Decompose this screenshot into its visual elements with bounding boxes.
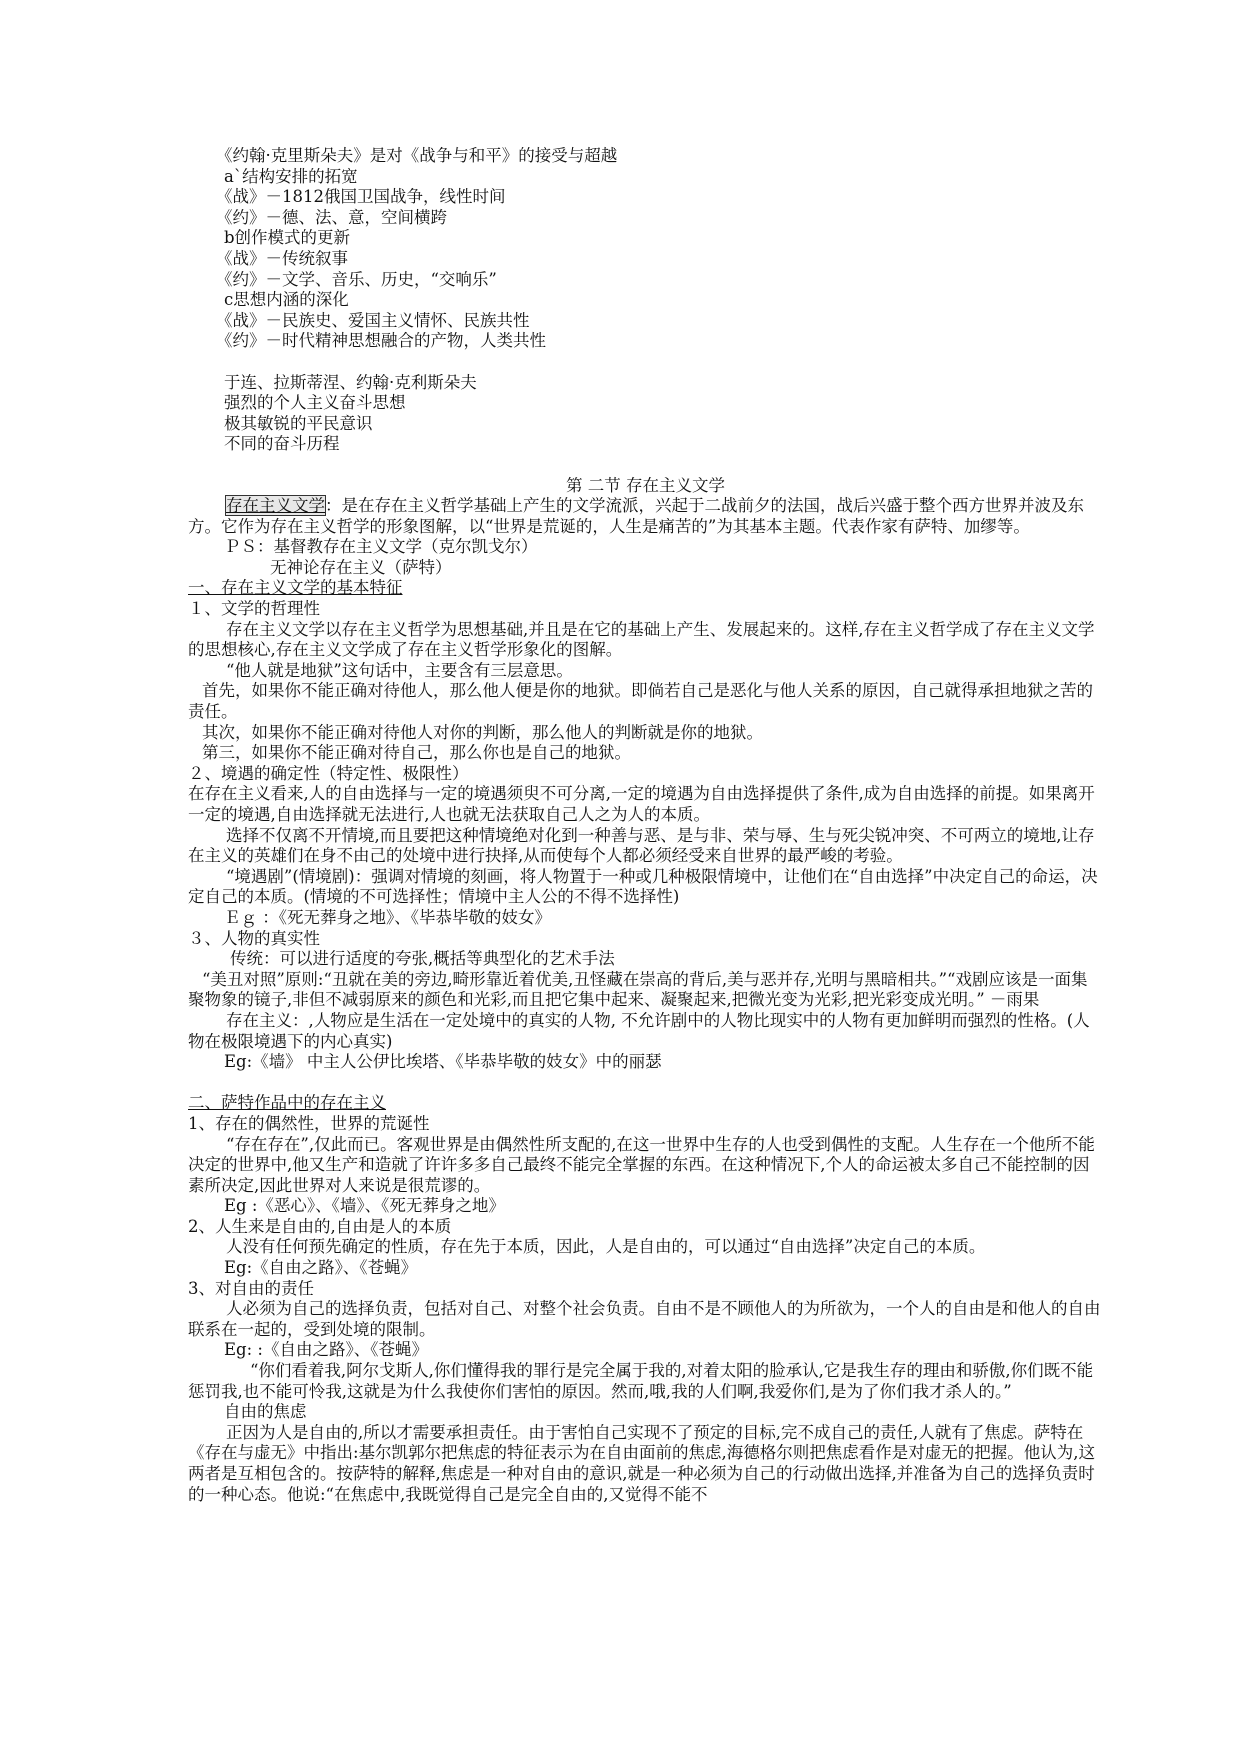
text-line: 《约》－德、法、意，空间横跨 [216,207,447,227]
definition-text: ：是在存在主义哲学基础上产生的文学流派，兴起于二战前夕的法国，战后兴盛于整个西方世界并波及东方。它作为存在主义哲学的形象图解，以“世界是荒诞的，人生是痛苦的”为其基本主题。代表作家有萨特、加缪等。 [188,496,1084,536]
example-line: Eg:《自由之路》、《苍蝇》 [224,1258,418,1278]
top-block [188,146,1103,352]
text-line: 极其敏锐的平民意识 [224,413,373,433]
definition-paragraph [188,496,1103,537]
subheading: 1、存在的偶然性，世界的荒诞性 [188,1113,430,1133]
text-line: 《战》－1812俄国卫国战争，线性时间 [216,187,506,207]
text-line: 《战》－民族史、爱国主义情怀、民族共性 [216,310,530,330]
subheading: １、文学的哲理性 [188,599,320,619]
subheading: ２、境遇的确定性（特定性、极限性） [188,763,469,783]
text-line: 《约》－文学、音乐、历史，“交响乐” [216,269,497,289]
text-column [188,146,1103,1505]
paragraph: “境遇剧”(情境剧)：强调对情境的刻画，将人物置于一种或几种极限情境中，让他们在“自由选择”中决定自己的命运，决定自己的本质。(情境的不可选择性；情境中主人公的不得不选择性) [188,866,1098,907]
example-line: Eg :《恶心》、《墙》、《死无葬身之地》 [224,1196,505,1216]
subheading: 2、人生来是自由的,自由是人的本质 [188,1216,452,1236]
example-line: Ｅｇ ：《死无葬身之地》、《毕恭毕敬的妓女》 [224,907,551,927]
paragraph: 存在主义文学以存在主义哲学为思想基础,并且是在它的基础上产生、发展起来的。这样,存在主义哲学成了存在主义文学的思想核心,存在主义文学成了存在主义哲学形象化的图解。 [188,619,1095,660]
example-line: Eg: :《自由之路》、《苍蝇》 [224,1340,428,1360]
subheading: 自由的焦虑 [224,1402,307,1422]
text-line: 《约翰·克里斯朵夫》是对《战争与和平》的接受与超越 [216,146,618,165]
text-line: c思想内涵的深化 [224,290,349,310]
paragraph: “美丑对照”原则:“丑就在美的旁边,畸形靠近着优美,丑怪藏在崇高的背后,美与恶并存,光明与黑暗相共。”“戏剧应该是一面集聚物象的镜子,非但不减弱原来的颜色和光彩,而且把它集中起来、凝聚起来,把微光变为光彩,把光彩变成光明。” －雨果 [188,969,1088,1010]
text-line: 不同的奋斗历程 [224,434,340,454]
paragraph: “他人就是地狱”这句话中，主要含有三层意思。 [226,660,573,680]
paragraph: 传统：可以进行适度的夸张,概括等典型化的艺术手法 [230,949,615,969]
text-line: 强烈的个人主义奋斗思想 [224,393,406,413]
definition-term: 存在主义文学 [226,496,325,516]
quote-paragraph: “你们看着我,阿尔戈斯人,你们懂得我的罪行是完全属于我的,对着太阳的脸承认,它是我生存的理由和骄傲,你们既不能惩罚我,也不能可怜我,这就是为什么我使你们害怕的原因。然而,哦,我的人们啊,我爱你们,是为了你们我才杀人的。” [188,1361,1094,1401]
ps-line: 无神论存在主义（萨特） [270,557,452,577]
paragraph: 其次，如果你不能正确对待他人对你的判断，那么他人的判断就是你的地狱。 [202,722,763,742]
paragraph: 存在主义：,人物应是生活在一定处境中的真实的人物, 不允许剧中的人物比现实中的人物有更加鲜明而强烈的性格。(人物在极限境遇下的内心真实) [188,1010,1090,1051]
text-line: 《战》－传统叙事 [216,248,348,268]
section-title: 第 二节 存在主义文学 [566,475,725,495]
blank-line [188,352,1103,373]
text-line: a`结构安排的拓宽 [224,166,358,186]
paragraph: “存在存在”,仅此而已。客观世界是由偶然性所支配的,在这一世界中生存的人也受到偶性的支配。人生存在一个他所不能决定的世界中,他又生产和造就了许许多多自己最终不能完全掌握的东西。在这种情况下,个人的命运被太多自己不能控制的因素所决定,因此世界对人来说是很荒谬的。 [188,1134,1095,1195]
paragraph: 在存在主义看来,人的自由选择与一定的境遇须臾不可分离,一定的境遇为自由选择提供了条件,成为自由选择的前提。如果离开一定的境遇,自由选择就无法进行,人也就无法获取自己人之为人的本质。 [188,784,1095,824]
ps-line: ＰＳ：基督教存在主义文学（克尔凯戈尔） [224,537,538,557]
blank-line [188,455,1103,476]
paragraph: 选择不仅离不开情境,而且要把这种情境绝对化到一种善与恶、是与非、荣与辱、生与死尖锐冲突、不可两立的境地,让存在主义的英雄们在身不由己的处境中进行抉择,从而使每个人都必须经受来自世界的最严峻的考验。 [188,825,1095,866]
part2-heading: 二、萨特作品中的存在主义 [188,1093,386,1113]
part1-heading: 一、存在主义文学的基本特征 [188,578,403,598]
paragraph: 人没有任何预先确定的性质，存在先于本质，因此，人是自由的，可以通过“自由选择”决定自己的本质。 [226,1237,986,1257]
second-block [188,373,1103,455]
subheading: 3、对自由的责任 [188,1278,314,1298]
text-line: 《约》－时代精神思想融合的产物，人类共性 [216,331,546,351]
subheading: ３、人物的真实性 [188,928,320,948]
paragraph: 正因为人是自由的,所以才需要承担责任。由于害怕自己实现不了预定的目标,完不成自己的责任,人就有了焦虑。萨特在《存在与虚无》中指出:基尔凯郭尔把焦虑的特征表示为在自由面前的焦虑,海德格尔则把焦虑看作是对虚无的把握。他认为,这两者是互相包含的。按萨特的解释,焦虑是一种对自由的意识,就是一种必须为自己的行动做出选择,并准备为自己的选择负责时的一种心态。他说:“在焦虑中,我既觉得自己是完全自由的,又觉得不能不 [188,1422,1096,1504]
blank-line [188,1073,1103,1094]
paragraph: 第三，如果你不能正确对待自己，那么你也是自己的地狱。 [202,743,631,763]
paragraph: 首先，如果你不能正确对待他人，那么他人便是你的地狱。即倘若自己是恶化与他人关系的原因，自己就得承担地狱之苦的责任。 [188,681,1093,722]
text-line: 于连、拉斯蒂涅、约翰·克利斯朵夫 [224,372,477,392]
text-line: b创作模式的更新 [224,228,351,248]
paragraph: 人必须为自己的选择负责，包括对自己、对整个社会负责。自由不是不顾他人的为所欲为，一个人的自由是和他人的自由联系在一起的，受到处境的限制。 [188,1299,1101,1339]
example-line: Eg:《墙》 中主人公伊比埃塔、《毕恭毕敬的妓女》中的丽瑟 [224,1052,662,1072]
